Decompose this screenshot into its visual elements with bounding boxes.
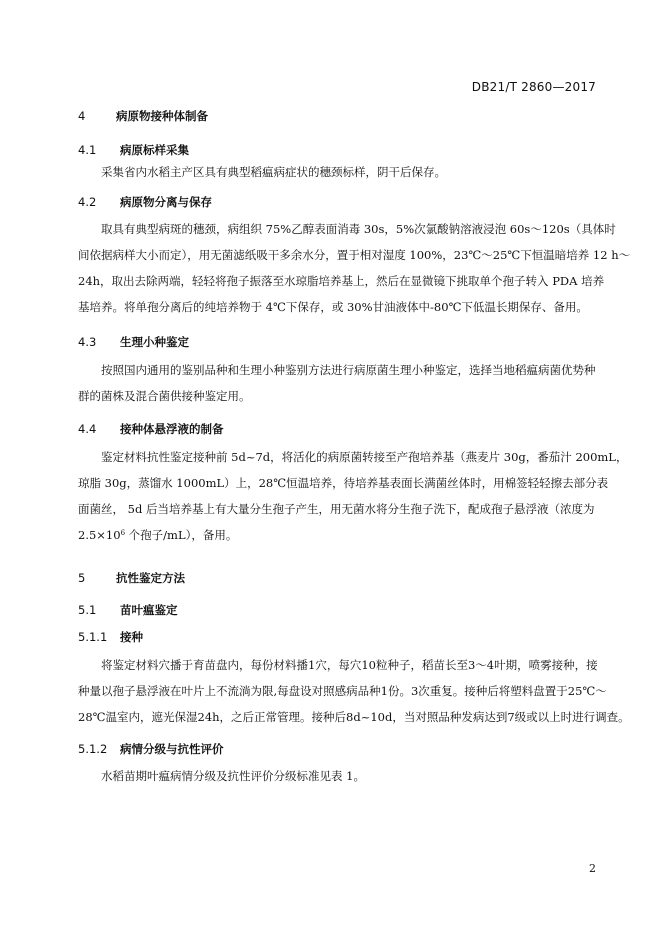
section-5-1-2-heading bbox=[78, 741, 224, 757]
text-line: 按照国内通用的鉴别品种和生理小种鉴别方法进行病原菌生理小种鉴定，选择当地稻瘟病菌优势种 bbox=[101, 363, 596, 377]
section-title: 病原标样采集 bbox=[120, 143, 189, 157]
document-code: DB21/T 2860—2017 bbox=[471, 80, 596, 94]
section-title: 苗叶瘟鉴定 bbox=[120, 603, 178, 617]
text-line: 取具有典型病斑的穗颈，病组织 75%乙醇表面消毒 30s，5%次氯酸钠溶液浸泡 60s～120s（具体时 bbox=[101, 222, 616, 236]
section-4-2-paragraph bbox=[78, 216, 631, 320]
section-title: 病情分级与抗性评价 bbox=[120, 742, 224, 756]
section-4-3-heading bbox=[78, 334, 189, 350]
section-5-1-2-paragraph bbox=[78, 763, 598, 789]
section-title: 生理小种鉴定 bbox=[120, 335, 189, 349]
concentration-unit: 个孢子/mL），备用。 bbox=[125, 528, 238, 542]
section-number: 5.1 bbox=[78, 603, 97, 617]
section-number: 5.1.1 bbox=[78, 630, 108, 644]
text-line: 水稻苗期叶瘟病情分级及抗性评价分级标准见表 1。 bbox=[101, 769, 365, 783]
section-number: 5 bbox=[78, 571, 86, 585]
section-4-4-heading bbox=[78, 421, 224, 437]
exponent: 6 bbox=[120, 529, 126, 537]
section-title: 抗性鉴定方法 bbox=[116, 571, 185, 585]
page-number: 2 bbox=[589, 862, 596, 875]
section-title: 病原物接种体制备 bbox=[116, 109, 208, 123]
text-line: 鉴定材料抗性鉴定接种前 5d~7d，将活化的病原菌转接至产孢培养基（燕麦片 30g，番茄汁 200mL， bbox=[101, 450, 628, 464]
text-line: 24h，取出去除两端，轻轻将孢子振落至水琼脂培养基上，然后在显微镜下挑取单个孢子转入 PDA 培养 bbox=[78, 274, 605, 288]
section-5-1-1-paragraph bbox=[78, 652, 630, 730]
concentration-value: 2.5×10 bbox=[78, 528, 121, 542]
section-number: 4.1 bbox=[78, 143, 97, 157]
section-4-2-heading bbox=[78, 194, 212, 210]
section-number: 5.1.2 bbox=[78, 742, 108, 756]
section-4-3-paragraph bbox=[78, 357, 598, 409]
section-number: 4.3 bbox=[78, 335, 97, 349]
text-line: 采集省内水稻主产区具有典型稻瘟病症状的穗颈标样，阴干后保存。 bbox=[101, 165, 446, 179]
text-line: 群的菌株及混合菌供接种鉴定用。 bbox=[78, 389, 251, 403]
section-5-1-1-heading bbox=[78, 629, 143, 645]
section-4-4-paragraph bbox=[78, 444, 628, 548]
section-title: 接种 bbox=[120, 630, 143, 644]
text-line: 琼脂 30g，蒸馏水 1000mL）上，28℃恒温培养，待培养基表面长满菌丝体时，用棉签轻轻擦去部分表 bbox=[78, 476, 609, 490]
section-4-1-heading bbox=[78, 142, 189, 158]
section-number: 4.4 bbox=[78, 422, 97, 436]
section-5-heading bbox=[78, 570, 185, 586]
section-number: 4.2 bbox=[78, 195, 97, 209]
section-number: 4 bbox=[78, 109, 86, 123]
text-line: 种量以孢子悬浮液在叶片上不流淌为限,每盘设对照感病品种1份。3次重复。接种后将塑料盘置于25℃～ bbox=[78, 684, 607, 698]
text-line: 将鉴定材料穴播于育苗盘内，每份材料播1穴，每穴10粒种子，稻苗长至3～4叶期，喷雾接种，接 bbox=[101, 658, 598, 672]
text-line: 28℃温室内，遮光保湿24h，之后正常管理。接种后8d~10d，当对照品种发病达到7级或以上时进行调查。 bbox=[78, 710, 630, 724]
text-line: 间依据病样大小而定），用无菌滤纸吸干多余水分，置于相对湿度 100%，23℃～25℃下恒温暗培养 12 h～ bbox=[78, 248, 631, 262]
section-title: 接种体悬浮液的制备 bbox=[120, 422, 224, 436]
section-4-heading bbox=[78, 108, 208, 124]
text-line: 面菌丝， 5d 后当培养基上有大量分生孢子产生，用无菌水将分生孢子洗下，配成孢子悬浮液（浓度为 bbox=[78, 502, 595, 516]
text-line bbox=[78, 522, 598, 548]
section-4-1-paragraph bbox=[78, 159, 598, 185]
section-5-1-heading bbox=[78, 602, 178, 618]
text-line: 基培养。将单孢分离后的纯培养物于 4℃下保存，或 30%甘油液体中-80℃下低温长期保存、备用。 bbox=[78, 300, 588, 314]
section-title: 病原物分离与保存 bbox=[120, 195, 212, 209]
